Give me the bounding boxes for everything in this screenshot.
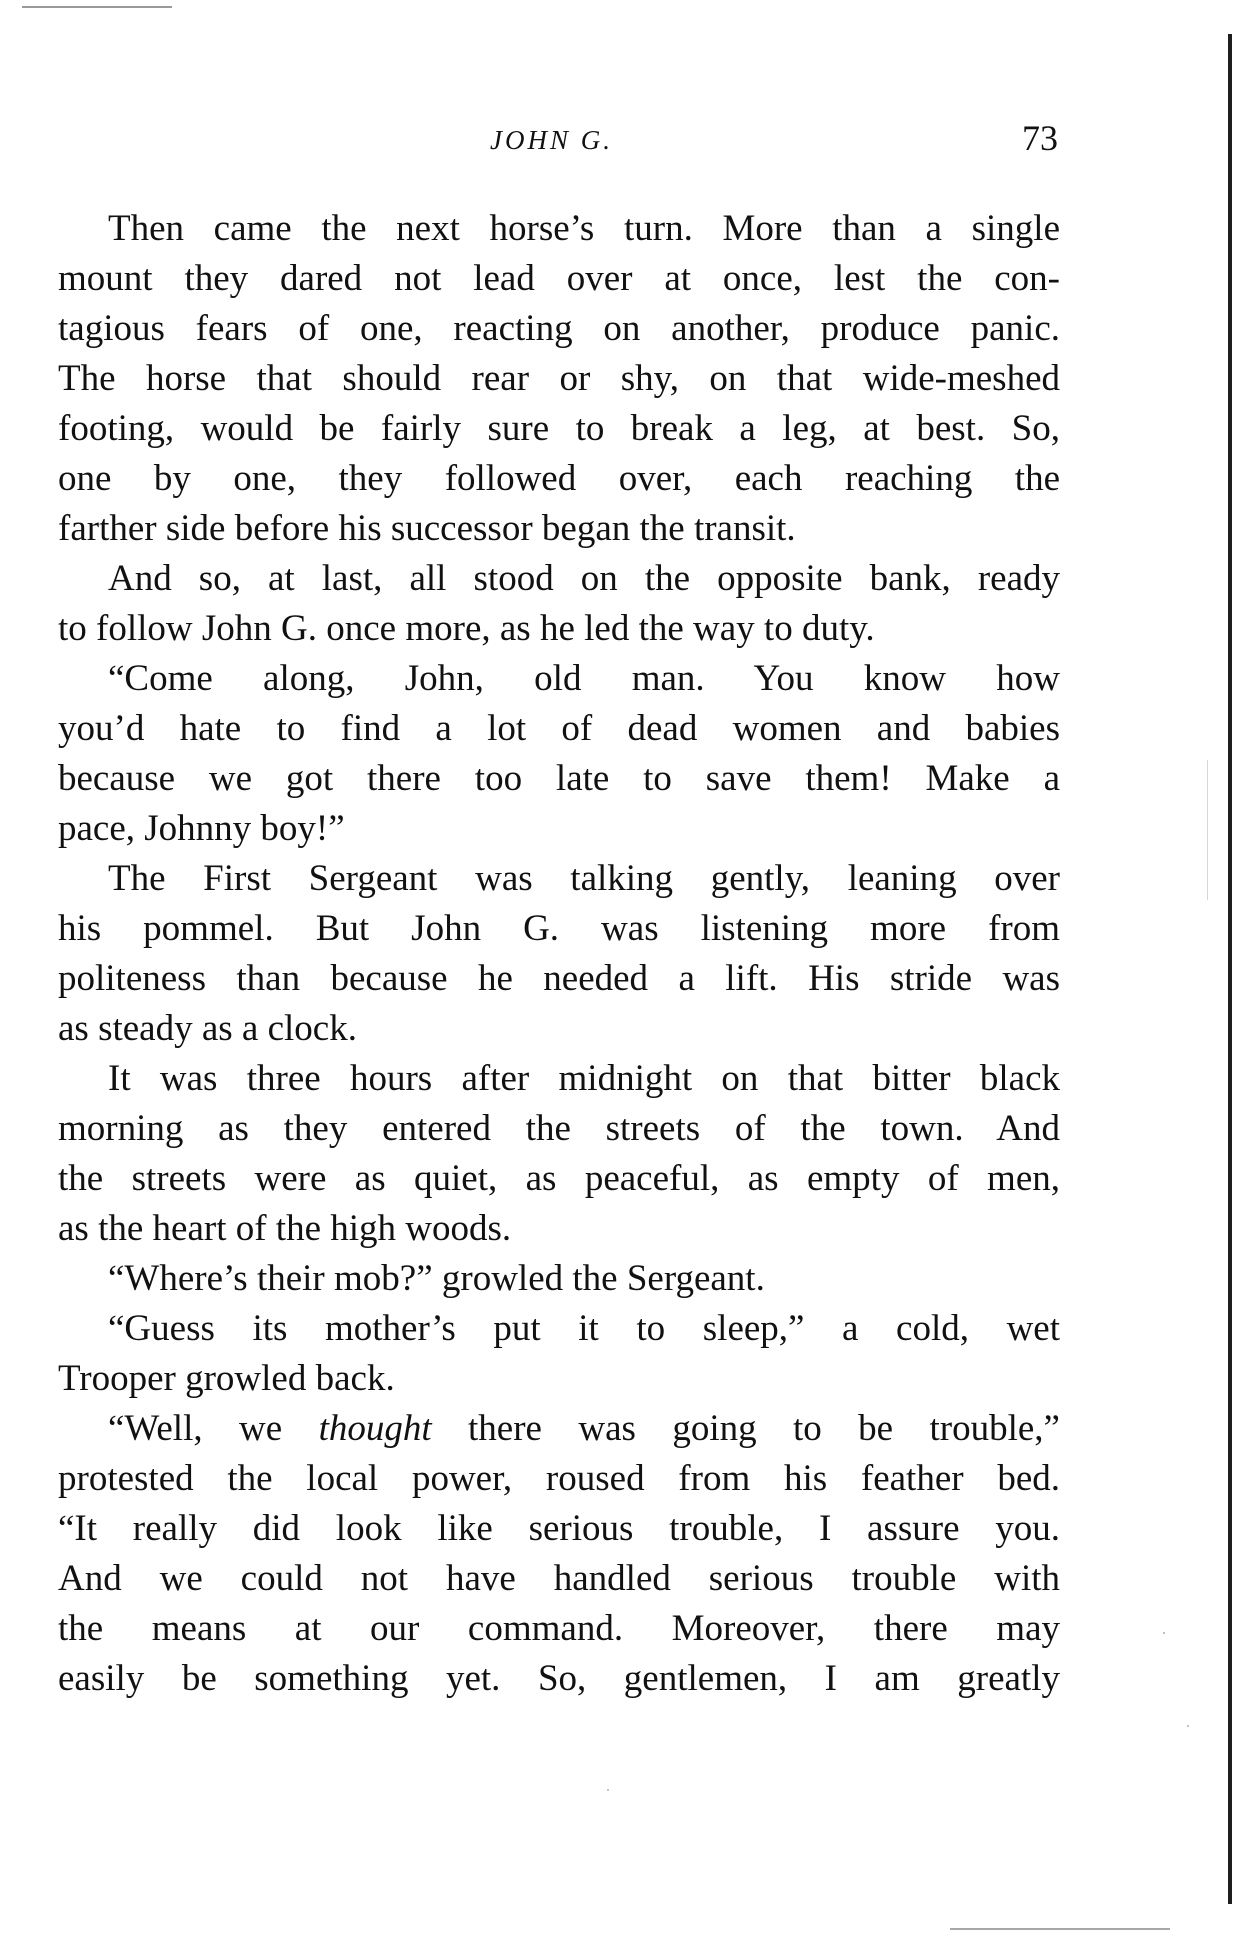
italic-emphasis: thought	[318, 1408, 432, 1449]
text-line: The horse that should rear or shy, on that wide-meshed	[58, 358, 1060, 399]
text-line: as the heart of the high woods.	[58, 1208, 512, 1249]
text-line: Trooper growled back.	[58, 1358, 395, 1399]
text-line: pace, Johnny boy!”	[58, 808, 345, 849]
text-line: you’d hate to find a lot of dead women and babies	[58, 708, 1060, 749]
scan-speck	[1163, 1632, 1165, 1634]
scan-speck	[607, 1789, 609, 1791]
scan-page-edge-faint	[1207, 760, 1208, 900]
text-line: because we got there too late to save them! Make a	[58, 758, 1060, 799]
text-line: tagious fears of one, reacting on another, produce panic.	[58, 308, 1060, 349]
text-line: his pommel. But John G. was listening more from	[58, 908, 1060, 949]
text-line: as steady as a clock.	[58, 1008, 357, 1049]
text-line: the streets were as quiet, as peaceful, as empty of men,	[58, 1158, 1060, 1199]
text-segment: “Well, we	[108, 1408, 319, 1449]
text-line: morning as they entered the streets of the town. And	[58, 1108, 1060, 1149]
text-line-emphasis	[58, 1404, 1060, 1454]
text-line: “Come along, John, old man. You know how	[108, 658, 1060, 699]
text-line: Then came the next horse’s turn. More than a single	[108, 208, 1060, 249]
text-line: one by one, they followed over, each reaching the	[58, 458, 1060, 499]
text-line: mount they dared not lead over at once, lest the con-	[58, 258, 1060, 299]
text-line: “Where’s their mob?” growled the Sergeant.	[108, 1258, 765, 1299]
text-line: protested the local power, roused from his feather bed.	[58, 1458, 1060, 1499]
scan-rule-top	[22, 6, 172, 8]
text-line: footing, would be fairly sure to break a leg, at best. So,	[58, 408, 1060, 449]
text-line: to follow John G. once more, as he led the way to duty.	[58, 608, 875, 649]
text-line: And we could not have handled serious trouble with	[58, 1558, 1060, 1599]
text-line: the means at our command. Moreover, there may	[58, 1608, 1060, 1649]
page-number: 73	[1022, 118, 1058, 158]
text-line: politeness than because he needed a lift. His stride was	[58, 958, 1060, 999]
text-line: farther side before his successor began the transit.	[58, 508, 796, 549]
running-head: JOHN G.	[490, 125, 613, 155]
text-segment: there was going to be trouble,”	[431, 1408, 1060, 1449]
scan-page-edge	[1228, 34, 1232, 1904]
text-line: “Guess its mother’s put it to sleep,” a cold, wet	[108, 1308, 1060, 1349]
text-line: “It really did look like serious trouble, I assure you.	[58, 1508, 1060, 1549]
scan-speck	[1187, 1725, 1189, 1727]
text-line: It was three hours after midnight on that bitter black	[108, 1058, 1060, 1099]
scan-rule-bottom	[950, 1928, 1170, 1930]
text-line: The First Sergeant was talking gently, leaning over	[108, 858, 1060, 899]
text-line: And so, at last, all stood on the opposite bank, ready	[108, 558, 1060, 599]
text-line: easily be something yet. So, gentlemen, I am greatly	[58, 1658, 1060, 1699]
body-text	[58, 204, 1060, 1704]
